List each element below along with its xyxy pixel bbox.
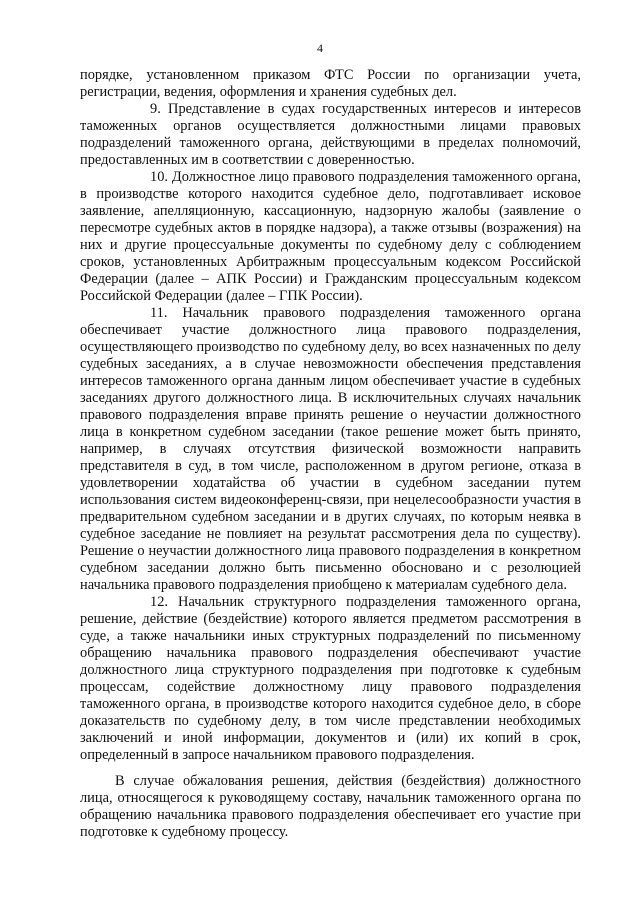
paragraph-text: В случае обжалования решения, действия (бездействия) должностного лица, относящегося к руководящему составу, начальник таможенного органа по обращению начальника правового подразделения обеспечивает его участие при подготовке к судебному процессу. [80,773,581,840]
paragraph-12 [80,594,581,764]
paragraph-8-continuation [80,67,581,101]
paragraph-text: Должностное лицо правового подразделения таможенного органа, в производстве которого находится судебное дело, подготавливает исковое заявление, апелляционную, кассационную, надзорную жалобы (заявление о пересмотре судебных актов в порядке надзора), а также отзывы (возражения) на них и другие процессуальные документы по судебному делу с соблюдением сроков, установленных Арбитражным процессуальным кодексом Российской Федерации (далее – АПК России) и Гражданским процессуальным кодексом Российской Федерации (далее – ГПК России). [80,169,581,304]
document-body [80,67,581,841]
paragraph-text: порядке, установленном приказом ФТС России по организации учета, регистрации, ведения, оформления и хранения судебных дел. [80,67,581,100]
paragraph-12-continuation [80,773,581,841]
page-number: 4 [317,41,323,55]
paragraph-text: Представление в судах государственных интересов и интересов таможенных органов осуществляется должностными лицами правовых подразделений таможенного органа, действующими в пределах полномочий, предоставленных им в соответствии с доверенностью. [80,101,581,168]
paragraph-number: 12. [150,594,168,610]
paragraph-text: Начальник структурного подразделения таможенного органа, решение, действие (бездействие) которого является предметом рассмотрения в суде, а также начальники иных структурных подразделений по письменному обращению начальника правового подразделения обеспечивают участие должностного лица структурного подразделения при подготовке к судебным процессам, содействие должностному лицу правового подразделения таможенного органа, в производстве которого находится судебное дело, в сборе доказательств по судебному делу, в том числе представлении необходимых заключений и иной информации, документов и (или) их копий в срок, определенный в запросе начальником правового подразделения. [80,594,581,763]
paragraph-number: 11. [150,305,168,321]
paragraph-number: 9. [150,101,161,117]
paragraph-10 [80,169,581,305]
paragraph-number: 10. [150,169,168,185]
paragraph-text: Начальник правового подразделения таможенного органа обеспечивает участие должностного лица правового подразделения, осуществляющего производство по судебному делу, во всех назначенных по делу судебных заседаниях, а в случае невозможности обеспечения представления интересов таможенного органа данным лицом обеспечивает участие в судебных заседаниях другого должностного лица. В исключительных случаях начальник правового подразделения вправе принять решение о неучастии должностного лица в конкретном судебном заседании (такое решение может быть принято, например, в случаях отсутствия физической возможности направить представителя в суд, в том числе, расположенном в другом регионе, отказа в удовлетворении ходатайства об участии в судебном заседании путем использования систем видеоконференц-связи, при нецелесообразности участия в предварительном судебном заседании и в других случаях, по которым неявка в судебное заседание не повлияет на результат рассмотрения дела по существу). Решение о неучастии должностного лица правового подразделения в конкретном судебном заседании должно быть письменно обосновано и с резолюцией начальника правового подразделения приобщено к материалам судебного дела. [80,305,581,593]
paragraph-11 [80,305,581,594]
paragraph-9 [80,101,581,169]
